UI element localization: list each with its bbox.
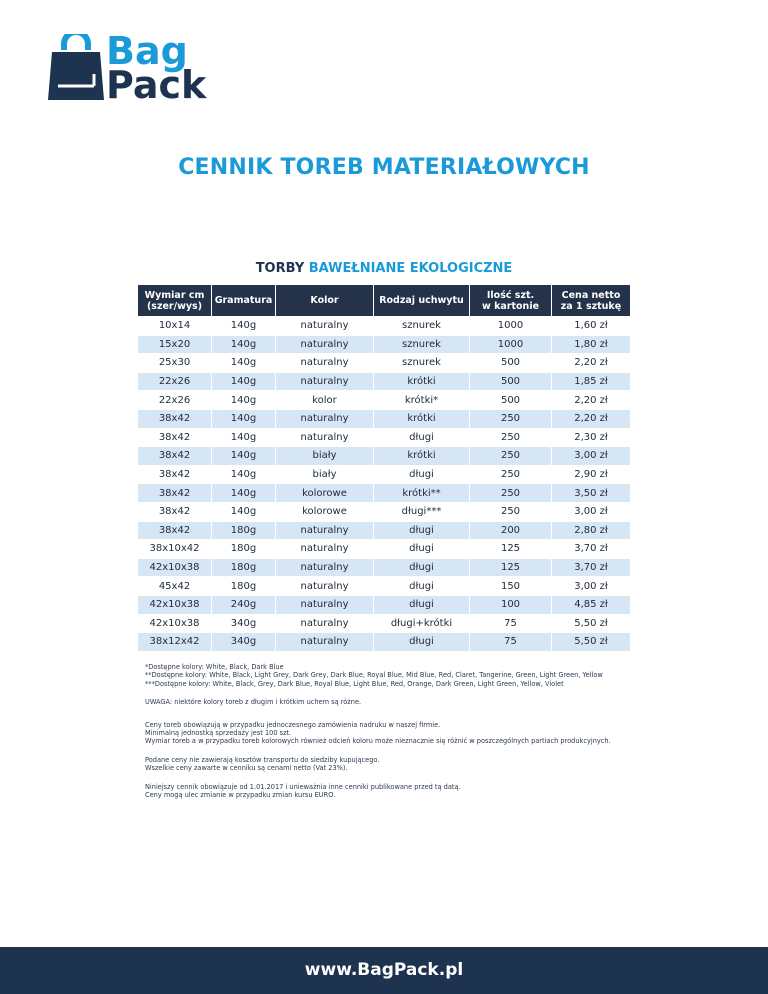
table-cell: 140g: [212, 428, 276, 447]
table-cell: 42x10x38: [138, 595, 212, 614]
table-row: [138, 446, 630, 465]
printing-note: Wymiar toreb a w przypadku toreb kolorowych również odcień koloru może nieznacznie się różnić w poszczególnych partiach produkcyjnych.: [145, 737, 611, 746]
table-cell: 100: [470, 595, 552, 614]
price-note: Wszelkie ceny zawarte w cenniku są cenami netto (Vat 23%).: [145, 764, 348, 773]
table-header-row: [138, 285, 630, 316]
table-cell: 1,60 zł: [552, 316, 630, 335]
table-cell: 140g: [212, 390, 276, 409]
table-cell: długi: [374, 521, 470, 540]
table-row: [138, 595, 630, 614]
section-title-part-1: TORBY: [255, 261, 305, 276]
table-cell: 38x42: [138, 483, 212, 502]
table-cell: 180g: [212, 576, 276, 595]
table-cell: 5,50 zł: [552, 614, 630, 633]
table-cell: 22x26: [138, 372, 212, 391]
table-cell: 140g: [212, 372, 276, 391]
table-cell: kolorowe: [276, 502, 374, 521]
column-header: [138, 285, 212, 316]
table-cell: długi: [374, 632, 470, 651]
table-cell: 42x10x38: [138, 614, 212, 633]
brand-wordmark: [106, 29, 207, 107]
column-header-text: Kolor: [310, 295, 339, 306]
table-cell: 500: [470, 372, 552, 391]
table-cell: długi: [374, 539, 470, 558]
table-row: [138, 614, 630, 633]
table-cell: długi+krótki: [374, 614, 470, 633]
table-cell: naturalny: [276, 539, 374, 558]
table-cell: 140g: [212, 446, 276, 465]
table-cell: 250: [470, 483, 552, 502]
table-cell: 38x42: [138, 521, 212, 540]
table-cell: naturalny: [276, 428, 374, 447]
table-cell: 38x42: [138, 409, 212, 428]
table-cell: krótki: [374, 446, 470, 465]
printing-note: Ceny toreb obowiązują w przypadku jednoczesnego zamówienia nadruku w naszej firmie.: [145, 720, 441, 729]
table-cell: 125: [470, 558, 552, 577]
table-cell: 340g: [212, 614, 276, 633]
table-cell: 500: [470, 390, 552, 409]
table-row: [138, 521, 630, 540]
table-cell: naturalny: [276, 353, 374, 372]
section-title: [0, 261, 768, 276]
table-cell: 38x42: [138, 428, 212, 447]
validity-note: Ceny mogą ulec zmianie w przypadku zmian kursu EURO.: [145, 791, 336, 800]
table-cell: 38x42: [138, 465, 212, 484]
printing-note: Minimalną jednostką sprzedaży jest 100 szt.: [145, 729, 292, 738]
table-cell: 45x42: [138, 576, 212, 595]
table-row: [138, 409, 630, 428]
table-row: [138, 465, 630, 484]
column-header-text: Cena netto: [561, 289, 621, 301]
table-row: [138, 632, 630, 651]
table-cell: 140g: [212, 335, 276, 354]
table-cell: długi: [374, 428, 470, 447]
table-cell: 250: [470, 465, 552, 484]
table-row: [138, 502, 630, 521]
table-cell: 180g: [212, 521, 276, 540]
color-availability-note: **Dostępne kolory: White, Black, Light Grey, Dark Grey, Dark Blue, Royal Blue, Mid Blue, Red, Claret, Tangerine, Green, Light Green, Yellow: [145, 671, 603, 680]
column-header: [374, 285, 470, 316]
table-cell: 180g: [212, 539, 276, 558]
table-cell: naturalny: [276, 632, 374, 651]
table-cell: 3,00 zł: [552, 446, 630, 465]
column-header-text: Wymiar cm: [144, 289, 205, 301]
table-row: [138, 558, 630, 577]
table-row: [138, 353, 630, 372]
table-cell: sznurek: [374, 316, 470, 335]
table-row: [138, 428, 630, 447]
warning-note: UWAGA: niektóre kolory toreb z długim i krótkim uchem są różne.: [145, 698, 362, 707]
column-header-text: za 1 sztukę: [560, 300, 622, 312]
page-title: CENNIK TOREB MATERIAŁOWYCH: [178, 155, 590, 180]
column-header-text: w kartonie: [481, 300, 540, 312]
table-cell: 75: [470, 632, 552, 651]
table-cell: 1,80 zł: [552, 335, 630, 354]
table-cell: 25x30: [138, 353, 212, 372]
table-row: [138, 316, 630, 335]
table-cell: naturalny: [276, 335, 374, 354]
table-cell: 2,90 zł: [552, 465, 630, 484]
table-cell: 38x42: [138, 446, 212, 465]
table-row: [138, 539, 630, 558]
table-cell: długi***: [374, 502, 470, 521]
table-cell: 500: [470, 353, 552, 372]
table-cell: 75: [470, 614, 552, 633]
table-cell: 250: [470, 446, 552, 465]
table-cell: 3,70 zł: [552, 558, 630, 577]
table-cell: 140g: [212, 483, 276, 502]
table-cell: 2,20 zł: [552, 409, 630, 428]
table-cell: 140g: [212, 353, 276, 372]
table-cell: 42x10x38: [138, 558, 212, 577]
table-cell: krótki*: [374, 390, 470, 409]
column-header: [470, 285, 552, 316]
table-cell: 340g: [212, 632, 276, 651]
table-row: [138, 576, 630, 595]
shopping-bag-icon: [44, 34, 108, 106]
section-title-part-2: BAWEŁNIANE EKOLOGICZNE: [308, 261, 513, 276]
column-header-text: Rodzaj uchwytu: [379, 295, 464, 306]
column-header: [276, 285, 374, 316]
table-cell: długi: [374, 465, 470, 484]
table-cell: krótki: [374, 372, 470, 391]
price-table: [138, 285, 630, 651]
table-cell: 2,30 zł: [552, 428, 630, 447]
table-row: [138, 390, 630, 409]
table-cell: 250: [470, 428, 552, 447]
table-cell: kolor: [276, 390, 374, 409]
column-header: [552, 285, 630, 316]
table-cell: biały: [276, 465, 374, 484]
table-cell: 2,20 zł: [552, 390, 630, 409]
table-cell: naturalny: [276, 372, 374, 391]
table-cell: naturalny: [276, 558, 374, 577]
table-cell: 22x26: [138, 390, 212, 409]
table-cell: 1000: [470, 335, 552, 354]
table-cell: 38x10x42: [138, 539, 212, 558]
table-row: [138, 372, 630, 391]
table-cell: naturalny: [276, 614, 374, 633]
table-cell: 2,80 zł: [552, 521, 630, 540]
table-cell: sznurek: [374, 335, 470, 354]
table-cell: naturalny: [276, 316, 374, 335]
table-cell: 2,20 zł: [552, 353, 630, 372]
table-cell: 140g: [212, 502, 276, 521]
table-cell: 5,50 zł: [552, 632, 630, 651]
table-cell: 38x42: [138, 502, 212, 521]
table-cell: długi: [374, 576, 470, 595]
table-cell: 3,70 zł: [552, 539, 630, 558]
table-cell: naturalny: [276, 595, 374, 614]
table-cell: 4,85 zł: [552, 595, 630, 614]
table-cell: 38x12x42: [138, 632, 212, 651]
table-cell: krótki**: [374, 483, 470, 502]
table-cell: 140g: [212, 465, 276, 484]
table-cell: biały: [276, 446, 374, 465]
notes: [145, 663, 745, 799]
column-header: [212, 285, 276, 316]
table-row: [138, 335, 630, 354]
table-cell: sznurek: [374, 353, 470, 372]
table-cell: 1000: [470, 316, 552, 335]
table-cell: długi: [374, 595, 470, 614]
brand-line-1: Bag: [106, 29, 188, 73]
table-cell: naturalny: [276, 576, 374, 595]
table-cell: 140g: [212, 316, 276, 335]
table-cell: 200: [470, 521, 552, 540]
table-cell: 3,00 zł: [552, 576, 630, 595]
footer-website-link[interactable]: www.BagPack.pl: [0, 947, 768, 994]
table-cell: 10x14: [138, 316, 212, 335]
table-cell: 240g: [212, 595, 276, 614]
table-cell: 125: [470, 539, 552, 558]
table-cell: 15x20: [138, 335, 212, 354]
table-cell: 1,85 zł: [552, 372, 630, 391]
table-cell: 250: [470, 409, 552, 428]
table-cell: kolorowe: [276, 483, 374, 502]
table-cell: długi: [374, 558, 470, 577]
table-cell: naturalny: [276, 521, 374, 540]
table-cell: 3,50 zł: [552, 483, 630, 502]
table-row: [138, 483, 630, 502]
table-cell: 140g: [212, 409, 276, 428]
table-cell: krótki: [374, 409, 470, 428]
price-note: Podane ceny nie zawierają kosztów transportu do siedziby kupującego.: [145, 755, 380, 764]
brand-line-2: Pack: [106, 63, 207, 107]
column-header-text: Ilość szt.: [486, 289, 535, 301]
table-cell: 3,00 zł: [552, 502, 630, 521]
column-header-text: (szer/wys): [146, 300, 203, 312]
table-cell: 250: [470, 502, 552, 521]
table-cell: 180g: [212, 558, 276, 577]
validity-note: Niniejszy cennik obowiązuje od 1.01.2017 i unieważnia inne cenniki publikowane przed tą datą.: [145, 782, 461, 791]
color-availability-note: ***Dostępne kolory: White, Black, Grey, Dark Blue, Royal Blue, Light Blue, Red, Orange, Dark Green, Light Green, Yellow, Violet: [145, 679, 564, 688]
table-cell: 150: [470, 576, 552, 595]
column-header-text: Gramatura: [214, 295, 273, 306]
color-availability-note: *Dostępne kolory: White, Black, Dark Blue: [145, 663, 284, 671]
table-cell: naturalny: [276, 409, 374, 428]
